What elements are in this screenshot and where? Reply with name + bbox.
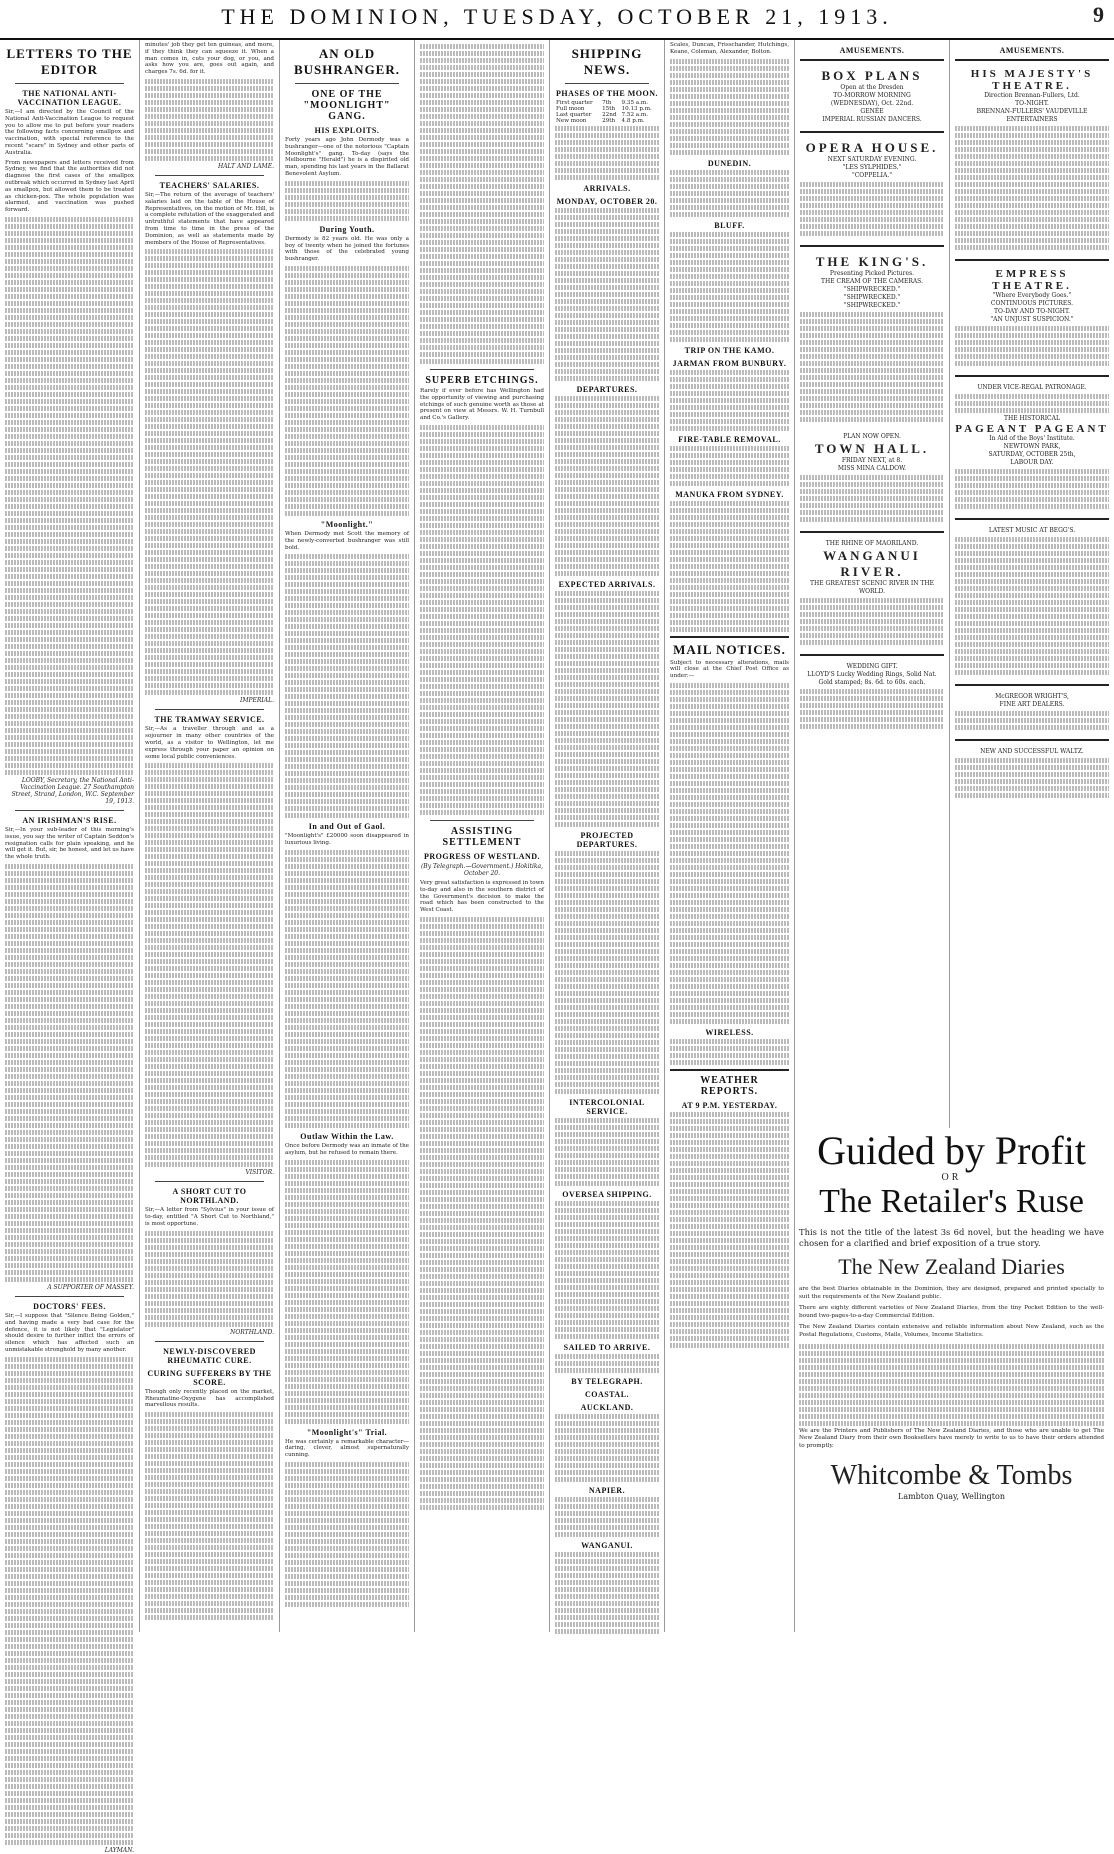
- shipping-heading: SAILED TO ARRIVE.: [563, 1343, 651, 1352]
- shipping-heading: JARMAN FROM BUNBURY.: [672, 358, 787, 368]
- letter-signature: LOOBY, Secretary, the National Anti-Vaccination League. 27 Southampton Street, Strand, London, W.C. September 19, 1913.: [11, 776, 134, 805]
- article-heading: AN OLD BUSHRANGER.: [294, 46, 400, 77]
- table-row: Last quarter 22nd 7.52 a.m.: [556, 112, 648, 118]
- section-heading: AMUSEMENTS.: [999, 46, 1065, 55]
- his-majestys-advert: [955, 65, 1109, 255]
- text-block: [285, 1160, 409, 1424]
- shipping-heading: EXPECTED ARRIVALS.: [558, 580, 656, 589]
- advert-line: WEDDING GIFT.: [846, 663, 898, 670]
- advert-line: FRIDAY NEXT, at 8.: [841, 457, 903, 464]
- article-paragraph: When Dermody met Scott the memory of the newly-converted bushranger was still bold.: [285, 530, 409, 551]
- advert-line: GENÉE: [860, 108, 884, 115]
- advert-line: "SHIPWRECKED.": [843, 302, 901, 309]
- town-hall-advert: [800, 430, 944, 527]
- text-block: [800, 475, 944, 522]
- text-block: [955, 758, 1109, 798]
- advert-line: THE CREAM OF THE CAMERAS.: [820, 278, 923, 285]
- letter-paragraph: From newspapers and letters received from Sydney, we find that the authorities did not diagnose the first cases of the smallpox outbreak which occurred in Sydney last April as smallpox, but allowed them to be treated as chicken-pox. The whole population was alarmed, and vaccination was pushed forward.: [5, 159, 134, 214]
- article-heading: NEWLY-DISCOVERED RHEUMATIC CURE.: [163, 1346, 256, 1365]
- advert-line: Presenting Picked Pictures.: [829, 270, 915, 277]
- text-block: [670, 1039, 789, 1065]
- article-byline: (By Telegraph.—Government.) Hokitika, October 20.: [420, 862, 544, 877]
- article-paragraph: Forty years ago John Dermody was a bushranger—one of the notorious "Captain Moonlight's" gang. To-day (says the Melbourne "Herald") he is a dispirited old man, spending his last years in the Ballarat Benevolent Asylum.: [285, 137, 409, 177]
- text-block: [285, 554, 409, 818]
- advert-line: LLOYD'S Lucky Wedding Rings, Solid Nat. Gold stamped; 8s. 6d. to 60s. each.: [807, 671, 937, 686]
- article-paragraph: Once before Dermody was an inmate of the asylum, but he refused to remain there.: [285, 1142, 409, 1156]
- text-block: [145, 249, 274, 695]
- advert-line: McGREGOR WRIGHT'S,: [995, 693, 1069, 700]
- shipping-heading: DUNEDIN.: [707, 158, 752, 168]
- mail-paragraph: Subject to necessary alterations, mails will close at the Chief Post Office as under:—: [670, 659, 789, 680]
- advert-title: HIS MAJESTY'S THEATRE.: [970, 68, 1094, 92]
- article-crosshead: Outlaw Within the Law.: [300, 1131, 394, 1141]
- box-plans-advert: [800, 65, 944, 127]
- mail-notices-heading: MAIL NOTICES.: [673, 641, 786, 657]
- advert-line: THE RHINE OF MAORILAND.: [825, 540, 919, 547]
- pageant-advert: [955, 381, 1109, 514]
- letter-heading: THE NATIONAL ANTI-VACCINATION LEAGUE.: [17, 89, 122, 107]
- shipping-paragraph: Scales, Duncan, Frisschander, Hutchings, Keane, Coleman, Alexander, Bolton.: [670, 42, 789, 55]
- column-bushranger: [280, 40, 415, 1632]
- music-advert: [955, 524, 1109, 680]
- advert-intro: This is not the title of the latest 3s 6d novel, but the heading we have chosen for a clarified and brief exposition of a true story.: [799, 1227, 1104, 1248]
- empress-theatre-advert: [955, 265, 1109, 371]
- text-block: [145, 1231, 274, 1327]
- text-block: [670, 683, 789, 1024]
- text-block: [800, 312, 944, 422]
- letter-paragraph: Sir,—The return of the average of teachers' salaries laid on the table of the House of Representatives, on the motion of Mr. Hill, is a complete refutation of the exaggerated and untruthful statements that have appeared from time to time in the press of the Dominion, as well as statements made by members of the House of Representatives.: [145, 191, 274, 246]
- letter-heading: A SHORT CUT TO NORTHLAND.: [172, 1187, 247, 1206]
- letter-paragraph: Sir,—In your sub-leader of this morning's issue, you say the writer of Captain Seddon's resignation calls for plain speaking, and he will get it. But, sir, be honest, and let us have the whole truth.: [5, 826, 134, 861]
- text-block: [555, 1552, 659, 1634]
- advert-line: "SHIPWRECKED.": [843, 294, 901, 301]
- shipping-heading: OVERSEA SHIPPING.: [562, 1190, 652, 1199]
- advert-line: TO-DAY AND TO-NIGHT.: [993, 308, 1071, 315]
- column-letters-2: [140, 40, 280, 1632]
- weather-heading: WEATHER REPORTS.: [700, 1074, 759, 1097]
- diaries-advert: [795, 1130, 1108, 1630]
- masthead: [0, 0, 1114, 40]
- text-block: [555, 126, 659, 180]
- column-etchings: [415, 40, 550, 1632]
- advert-or: OR: [941, 1172, 962, 1183]
- wedding-gift-advert: [800, 660, 944, 734]
- wanganui-advert: [800, 537, 944, 650]
- advert-line: NEXT SATURDAY EVENING.: [827, 156, 917, 163]
- text-block: [670, 170, 789, 217]
- text-block: [670, 446, 789, 486]
- text-block: [420, 425, 544, 815]
- text-block: [5, 864, 134, 1282]
- advert-line: CONTINUOUS PICTURES.: [990, 300, 1074, 307]
- text-block: [145, 1412, 274, 1620]
- table-row: New moon 29th 4.8 p.m.: [556, 118, 645, 124]
- advert-body: We are the Printers and Publishers of The New Zealand Diaries, and those who are unable to get The New Zealand Diary from their own Booksellers have merely to write to us to have their orders attended to promptly.: [799, 1427, 1104, 1449]
- article-crosshead: "Moonlight.": [320, 519, 374, 529]
- article-subheading: ONE OF THE "MOONLIGHT" GANG.: [303, 89, 391, 122]
- advert-line: "AN UNJUST SUSPICION.": [990, 316, 1074, 323]
- advert-body: There are eighty different varieties of New Zealand Diaries, from the tiny Pocket Edition to the well-bound two-pages-to-a-day Commercial Edition.: [799, 1305, 1104, 1319]
- advert-address: Lambton Quay, Wellington: [898, 1492, 1005, 1502]
- text-block: [955, 469, 1109, 509]
- section-heading: LETTERS TO THE EDITOR: [6, 46, 133, 77]
- article-paragraph: Dermody is 82 years old. He was only a boy of twenty when he joined the fortunes with those of the celebrated young bushranger.: [285, 235, 409, 263]
- advert-line: "SHIPWRECKED.": [843, 286, 901, 293]
- text-block: [555, 396, 659, 576]
- advert-line: TO-NIGHT.: [1015, 100, 1049, 107]
- waltz-advert: [955, 745, 1109, 803]
- text-block: [420, 917, 544, 1510]
- advert-line: Direction Brennan-Fullers, Ltd.: [984, 92, 1080, 99]
- advert-line: UNDER VICE-REGAL PATRONAGE.: [977, 384, 1087, 391]
- advert-line: Open at the Dresden: [840, 84, 904, 91]
- advert-line: LABOUR DAY.: [1010, 459, 1054, 466]
- advert-line: MISS MINA CALDOW.: [837, 465, 907, 472]
- advert-body: The New Zealand Diaries contain extensive and reliable information about New Zealand, such as the Postal Regulations, Customs, Mails, Volumes, Income Statistics.: [799, 1324, 1104, 1338]
- letter-paragraph: Sir,—I suppose that "Silence Being Golden," and having made a very bad case for the defence, it is not likely that "Legislator" should desire to further inflict the errors of silence which has affected such an unmistakable stronghold by many another.: [5, 1312, 134, 1353]
- letter-paragraph: Sir,—I am directed by the Council of the National Anti-Vaccination League to request you to allow me to put before your readers the following facts concerning smallpox and vaccination, with special reference to the recent "scare" in Sydney and other parts of Australia.: [5, 109, 134, 156]
- article-subheading: HIS EXPLOITS.: [314, 126, 380, 135]
- text-block: [285, 1462, 409, 1607]
- text-block: [955, 537, 1109, 675]
- column-amusements-2: [950, 40, 1114, 1128]
- text-block: [145, 763, 274, 1167]
- shipping-heading: BLUFF.: [714, 220, 745, 230]
- advert-line: NEW AND SUCCESSFUL WALTZ.: [980, 748, 1084, 755]
- text-block: [285, 266, 409, 516]
- text-block: [800, 689, 944, 729]
- text-block: [955, 711, 1109, 730]
- article-crosshead: During Youth.: [319, 224, 375, 234]
- advert-line: "Where Everybody Goes.": [992, 292, 1072, 299]
- shipping-heading: INTERCOLONIAL SERVICE.: [569, 1098, 645, 1116]
- text-block: [670, 232, 789, 342]
- text-block: [285, 850, 409, 1128]
- shipping-heading: COASTAL.: [584, 1390, 630, 1399]
- advert-line: In Aid of the Boys' Institute.: [989, 435, 1075, 442]
- advert-line: PLAN NOW OPEN.: [843, 433, 901, 440]
- letter-signature: VISITOR.: [245, 1169, 274, 1177]
- advert-line: THE HISTORICAL: [1004, 415, 1060, 422]
- shipping-date: MONDAY, OCTOBER 20.: [556, 197, 658, 206]
- section-heading: SHIPPING NEWS.: [571, 46, 643, 77]
- shipping-heading: PROJECTED DEPARTURES.: [576, 831, 638, 849]
- advert-title: TOWN HALL.: [814, 441, 930, 456]
- column-shipping-2: [665, 40, 795, 1632]
- moon-heading: PHASES OF THE MOON.: [556, 89, 658, 98]
- text-block: [955, 126, 1109, 250]
- letter-heading: DOCTORS' FEES.: [33, 1301, 106, 1311]
- text-block: [670, 59, 789, 155]
- advert-line: (WEDNESDAY), Oct. 22nd.: [830, 100, 914, 107]
- text-block: [955, 326, 1109, 366]
- article-paragraph: Rarely if ever before has Wellington had the opportunity of viewing and purchasing etchings of such genuine worth as those at present on view at Messrs. W. H. Turnbull and Co.'s Gallery.: [420, 388, 544, 422]
- column-letters: [0, 40, 140, 1854]
- article-subheading: PROGRESS OF WESTLAND.: [423, 851, 541, 861]
- advert-line: TO-MORROW MORNING: [833, 92, 911, 99]
- text-block: [555, 208, 659, 381]
- text-block: [670, 501, 789, 632]
- text-block: [555, 1118, 659, 1186]
- letter-paragraph: minutes' job they get ten guineas, and more, if they think they can squeeze it. When a man comes in, cuts your dog, or you, and asks how you are, goes out again, and charges 7s. 6d. for it.: [145, 42, 274, 76]
- newspaper-title: THE DOMINION, TUESDAY, OCTOBER 21, 1913.: [221, 4, 893, 29]
- article-crosshead: In and Out of Gaol.: [308, 822, 386, 832]
- text-block: [555, 1201, 659, 1339]
- text-block: [5, 1357, 134, 1845]
- shipping-heading: TRIP ON THE KAMO.: [684, 345, 775, 355]
- text-block: [420, 44, 544, 364]
- mcgregor-advert: [955, 690, 1109, 735]
- advert-body: are the best Diaries obtainable in the Dominion, they are designed, prepared and printed specially to suit the requirements of the New Zealand public.: [799, 1286, 1104, 1300]
- weather-subheading: AT 9 P.M. YESTERDAY.: [681, 1100, 778, 1110]
- letter-paragraph: Sir,—A letter from "Sylvius" in your issue of to-day, entitled "A Short Cut to Northland," is most opportune.: [145, 1207, 274, 1227]
- text-block: [555, 1497, 659, 1537]
- advert-line: FINE ART DEALERS.: [999, 701, 1065, 708]
- advert-title: THE KING'S.: [815, 254, 929, 269]
- text-block: [799, 1344, 1104, 1426]
- wireless-heading: WIRELESS.: [705, 1027, 754, 1037]
- shipping-heading: ARRIVALS.: [583, 184, 631, 193]
- opera-house-advert: [800, 137, 944, 241]
- advert-title: WANGANUI RIVER.: [823, 548, 921, 579]
- article-heading: SUPERB ETCHINGS.: [425, 375, 539, 386]
- text-block: [800, 598, 944, 645]
- shipping-heading: DEPARTURES.: [576, 385, 638, 394]
- article-subheading: CURING SUFFERERS BY THE SCORE.: [147, 1368, 272, 1387]
- moon-table: [555, 100, 659, 124]
- table-row: Full moon 15th 10.13 p.m.: [556, 106, 652, 112]
- column-amusements: [795, 40, 950, 1128]
- article-heading: ASSISTING SETTLEMENT: [442, 825, 522, 848]
- advert-headline-2: The Retailer's Ruse: [819, 1183, 1084, 1220]
- advert-line: BRENNAN-FULLERS' VAUDEVILLE ENTERTAINERS: [976, 108, 1088, 123]
- article-paragraph: Though only recently placed on the market, Rheumatine-Oxygene has accomplished marvellous results.: [145, 1388, 274, 1409]
- letter-signature: IMPERIAL.: [239, 697, 274, 705]
- text-block: [555, 591, 659, 827]
- advert-line: NEWTOWN PARK,: [1003, 443, 1061, 450]
- letter-signature: A SUPPORTER OF MASSEY.: [47, 1283, 134, 1291]
- letter-signature: NORTHLAND.: [230, 1328, 274, 1336]
- advert-title: BOX PLANS: [821, 68, 923, 83]
- advert-line: SATURDAY, OCTOBER 25th,: [988, 451, 1076, 458]
- section-heading: AMUSEMENTS.: [839, 46, 905, 55]
- advert-line: IMPERIAL RUSSIAN DANCERS.: [822, 116, 922, 123]
- text-block: [555, 1414, 659, 1482]
- advert-line: "COPPELIA.": [851, 172, 893, 179]
- shipping-heading: WANGANUI.: [581, 1541, 633, 1550]
- shipping-heading: FIRE-TABLE REMOVAL.: [678, 434, 781, 444]
- shipping-heading: MANUKA FROM SYDNEY.: [675, 489, 784, 499]
- text-block: [145, 79, 274, 161]
- letter-signature: LAYMAN.: [104, 1846, 134, 1854]
- kings-theatre-advert: [800, 251, 944, 427]
- letter-paragraph: Sir,—As a traveller through and as a sojourner in many other countries of the world, as a visitor to Wellington, let me express through your paper an opinion on some local public conveniences.: [145, 726, 274, 760]
- letter-heading: TEACHERS' SALARIES.: [159, 180, 260, 190]
- shipping-heading: NAPIER.: [588, 1486, 626, 1495]
- text-block: [555, 1354, 659, 1373]
- text-block: [800, 182, 944, 236]
- text-block: [670, 370, 789, 431]
- text-block: [670, 1112, 789, 1348]
- text-block: [955, 394, 1109, 413]
- advert-title: OPERA HOUSE.: [805, 140, 939, 155]
- letter-heading: AN IRISHMAN'S RISE.: [22, 815, 117, 825]
- advert-title: PAGEANT PAGEANT: [955, 423, 1109, 435]
- article-crosshead: "Moonlight's" Trial.: [306, 1427, 388, 1437]
- article-paragraph: He was certainly a remarkable character—daring, clever, almost supernaturally cunning.: [285, 1438, 409, 1459]
- advert-company: Whitcombe & Tombs: [830, 1460, 1073, 1492]
- advert-headline: Guided by Profit: [817, 1128, 1086, 1173]
- article-paragraph: "Moonlight's" £20000 soon disappeared in luxurious living.: [285, 833, 409, 847]
- page-number: 9: [1093, 2, 1104, 27]
- letter-heading: THE TRAMWAY SERVICE.: [154, 715, 265, 725]
- advert-product-title: The New Zealand Diaries: [838, 1254, 1065, 1279]
- advert-line: THE GREATEST SCENIC RIVER IN THE WORLD.: [810, 580, 934, 595]
- table-row: First quarter 7th 9.35 a.m.: [556, 100, 648, 106]
- advert-line: LATEST MUSIC AT BEGG'S.: [988, 527, 1076, 534]
- advert-line: "LES SYLPHIDES.": [842, 164, 902, 171]
- shipping-heading: AUCKLAND.: [580, 1403, 634, 1412]
- text-block: [555, 851, 659, 1094]
- shipping-heading: BY TELEGRAPH.: [571, 1377, 643, 1386]
- text-block: [5, 217, 134, 775]
- article-paragraph: Very great satisfaction is expressed in town to-day and also in the southern district of the Government's decision to make the road which has been constructed to the West Coast.: [420, 879, 544, 914]
- text-block: [285, 181, 409, 221]
- column-shipping: [550, 40, 665, 1632]
- advert-title: EMPRESS THEATRE.: [992, 268, 1072, 292]
- letter-signature: HALT AND LAME.: [217, 162, 274, 170]
